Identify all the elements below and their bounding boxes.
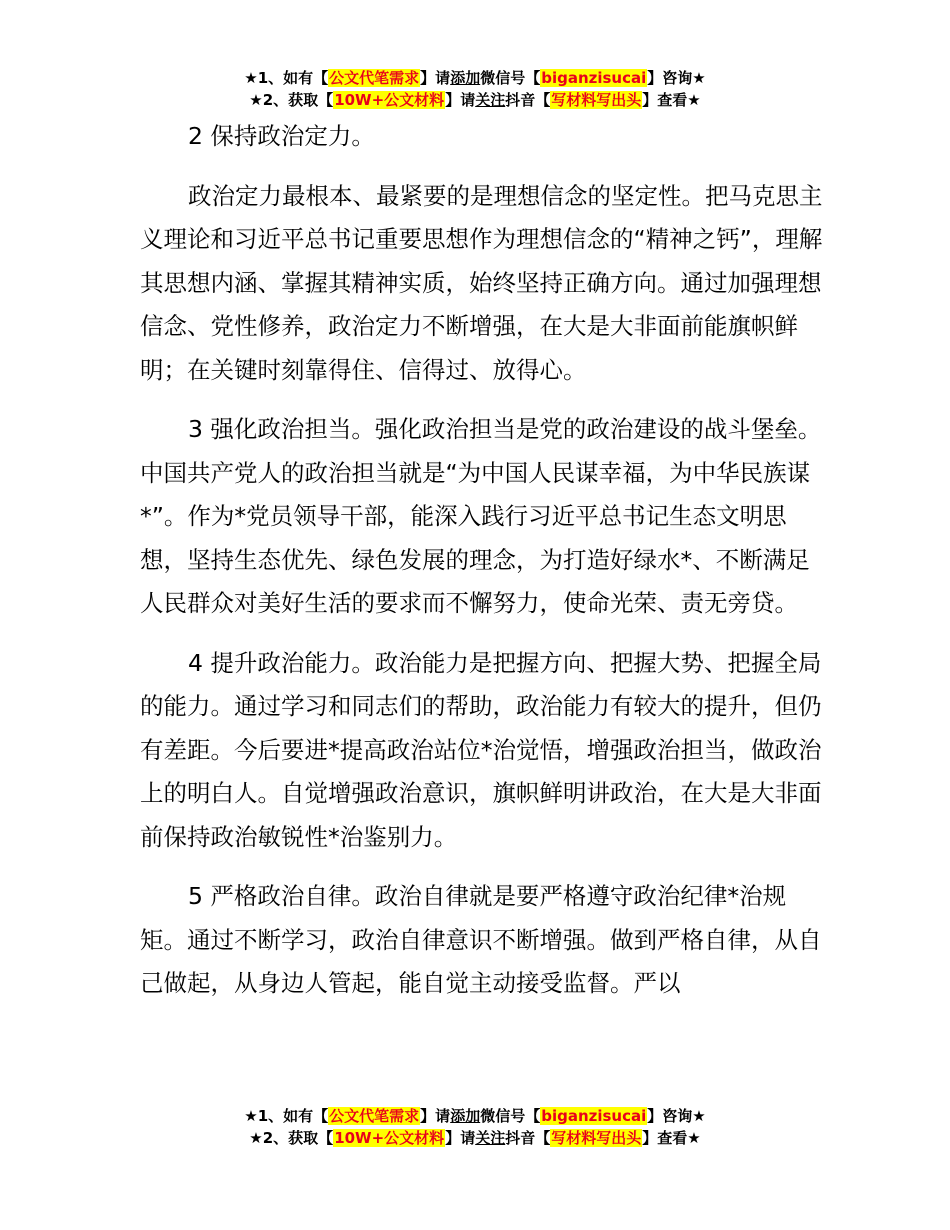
- promo-text: 】查看★: [642, 1129, 701, 1147]
- paragraph-political-responsibility: 3 强化政治担当。强化政治担当是党的政治建设的战斗堡垒。中国共产党人的政治担当就是“为中国人民谋幸福，为中华民族谋*”。作为*党员领导干部，能深入践行习近平总书记生态文明思想，坚持生态优先、绿色发展的理念，为打造好绿水*、不断满足人民群众对美好生活的要求而不懈努力，使命光荣、责无旁贷。: [140, 415, 822, 617]
- promo-text: 】请: [420, 69, 451, 87]
- promo-text: ★2、获取【: [249, 91, 334, 109]
- promo-text: ★1、如有【: [244, 1107, 329, 1125]
- highlight-douyin: 写材料写出头: [551, 1129, 642, 1147]
- promo-line-1: [0, 67, 950, 89]
- emphasis-add: 添加: [450, 69, 481, 87]
- paragraph-political-stability: 政治定力最根本、最紧要的是理想信念的坚定性。把马克思主义理论和习近平总书记重要思想作为理想信念的“精神之钙”，理解其思想内涵、掌握其精神实质，始终坚持正确方向。通过加强理想信念、党性修养，政治定力不断增强，在大是大非面前能旗帜鲜明；在关键时刻靠得住、信得过、放得心。: [140, 181, 823, 384]
- highlight-wechat-id: biganzisucai: [541, 69, 647, 87]
- promo-text: 】请: [420, 1107, 451, 1125]
- emphasis-follow: 关注: [475, 1129, 506, 1147]
- promo-banner-top: [0, 67, 950, 111]
- promo-text: 】咨询★: [647, 1107, 706, 1125]
- promo-text: 】查看★: [642, 91, 701, 109]
- emphasis-add: 添加: [450, 1107, 481, 1125]
- promo-line-2: [0, 1127, 950, 1149]
- highlight-douyin: 写材料写出头: [551, 91, 642, 109]
- promo-text: 微信号【: [480, 69, 541, 87]
- highlight-ghostwriting: 公文代笔需求: [329, 1107, 420, 1125]
- highlight-materials: 10W+公文材料: [334, 91, 445, 109]
- promo-text: 抖音【: [505, 91, 551, 109]
- promo-text: 】请: [445, 91, 476, 109]
- promo-text: 抖音【: [505, 1129, 551, 1147]
- promo-text: ★1、如有【: [244, 69, 329, 87]
- promo-line-1: [0, 1105, 950, 1127]
- promo-text: 】请: [445, 1129, 476, 1147]
- promo-text: ★2、获取【: [249, 1129, 334, 1147]
- promo-text: 微信号【: [480, 1107, 541, 1125]
- highlight-ghostwriting: 公文代笔需求: [329, 69, 420, 87]
- emphasis-follow: 关注: [475, 91, 506, 109]
- promo-line-2: [0, 89, 950, 111]
- paragraph-political-ability: 4 提升政治能力。政治能力是把握方向、把握大势、把握全局的能力。通过学习和同志们的帮助，政治能力有较大的提升，但仍有差距。今后要进*提高政治站位*治觉悟，增强政治担当，做政治上的明白人。自觉增强政治意识，旗帜鲜明讲政治，在大是大非面前保持政治敏锐性*治鉴别力。: [140, 648, 822, 851]
- paragraph-political-discipline: 5 严格政治自律。政治自律就是要严格遵守政治纪律*治规矩。通过不断学习，政治自律意识不断增强。做到严格自律，从自己做起，从身边人管起，能自觉主动接受监督。严以: [140, 882, 822, 997]
- promo-banner-bottom: [0, 1105, 950, 1149]
- document-body: [140, 115, 830, 1006]
- highlight-materials: 10W+公文材料: [334, 1129, 445, 1147]
- highlight-wechat-id: biganzisucai: [541, 1107, 647, 1125]
- paragraph-heading-2: 2 保持政治定力。: [188, 122, 375, 150]
- promo-text: 】咨询★: [647, 69, 706, 87]
